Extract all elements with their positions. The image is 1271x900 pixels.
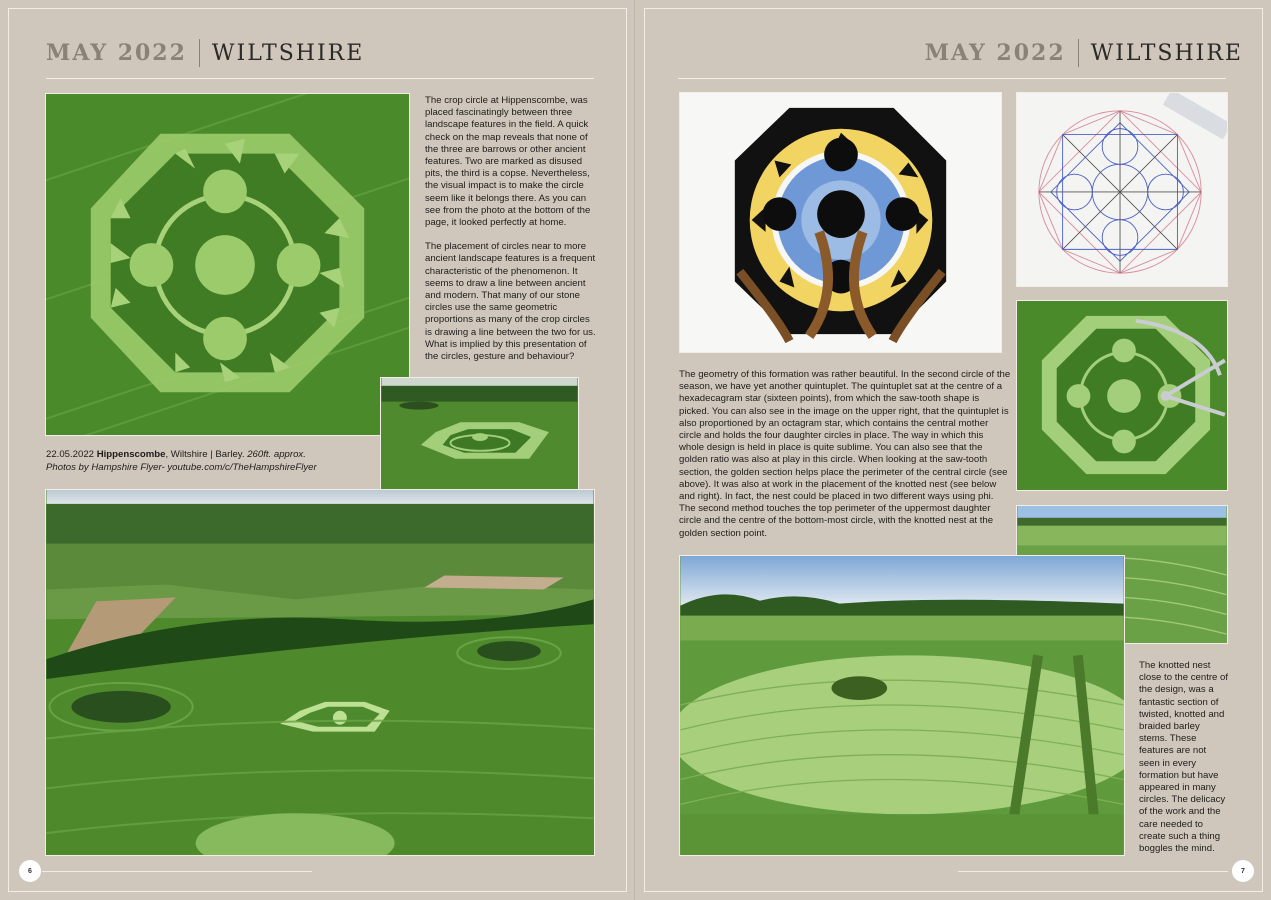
compass-overlay-photo bbox=[1016, 300, 1228, 491]
ground-level-illustration bbox=[680, 556, 1124, 855]
header-date: MAY 2022 bbox=[46, 40, 187, 66]
intro-paragraph-2: The placement of circles near to more ancient landscape features is a frequent characteristic of the phenomenon. It seems to draw a line between ancient and modern. That many of our stone circles use the same geometric proportions as many of the crop circles is drawing a line between the two for us. What is implied by this presentation of the circles, gesture and behaviour? bbox=[425, 241, 596, 363]
intro-paragraph-1: The crop circle at Hippenscombe, was placed fascinatingly between three landscape features in the field. A quick check on the map reveals that none of the three are barrows or other ancient features. Two are marked as disused pits, the third is a copse. Nevertheless, the visual impact is to make the circle seem like it belongs there. As you can see from the photo at the bottom of the page, it looked perfectly at home. bbox=[425, 95, 591, 229]
landscape-illustration bbox=[46, 490, 594, 855]
header-divider bbox=[199, 39, 200, 67]
left-page bbox=[0, 0, 635, 900]
photo-caption bbox=[46, 448, 376, 474]
caption-location: , Wiltshire | Barley. bbox=[165, 449, 245, 460]
landscape-aerial-photo bbox=[45, 489, 595, 856]
compass-overlay-illustration bbox=[1017, 301, 1227, 490]
formation-aerial-photo bbox=[45, 93, 410, 436]
formation-oblique-photo bbox=[380, 377, 579, 502]
right-header bbox=[925, 36, 1243, 70]
caption-place: Hippenscombe bbox=[96, 449, 166, 460]
right-page bbox=[636, 0, 1271, 900]
left-header bbox=[46, 36, 364, 70]
nest-paragraph: The knotted nest close to the centre of the design, was a fantastic section of twisted, knotted and braided barley stems. These features are not seen in every formation but have appeared in many circles. The delicacy of the work and the care needed to create such a thing boggles the mind. bbox=[1139, 660, 1229, 855]
intro-text bbox=[425, 95, 597, 375]
header-county: WILTSHIRE bbox=[1090, 40, 1243, 66]
nest-text bbox=[1139, 660, 1229, 867]
page-number: 7 bbox=[1241, 867, 1245, 875]
geometry-drawing-illustration bbox=[1017, 93, 1227, 286]
caption-date: 22.05.2022 bbox=[46, 449, 95, 460]
page-number: 6 bbox=[28, 867, 32, 875]
header-date: MAY 2022 bbox=[924, 40, 1066, 66]
geometry-text bbox=[679, 369, 1011, 552]
folio-rule bbox=[42, 871, 312, 872]
ground-level-photo bbox=[679, 555, 1125, 856]
caption-size: 260ft. approx. bbox=[247, 449, 306, 460]
painting-photo bbox=[679, 92, 1002, 353]
geometry-drawing-photo bbox=[1016, 92, 1228, 287]
painting-illustration bbox=[680, 93, 1001, 352]
flower-folio-icon bbox=[19, 860, 41, 882]
caption-credit: Photos by Hampshire Flyer- youtube.com/c/TheHampshireFlyer bbox=[46, 462, 317, 473]
flower-folio-icon bbox=[1232, 860, 1254, 882]
header-rule bbox=[678, 78, 1226, 79]
header-rule bbox=[46, 78, 594, 79]
folio-rule bbox=[958, 871, 1228, 872]
oblique-field-illustration bbox=[381, 378, 578, 501]
header-county: WILTSHIRE bbox=[211, 40, 365, 66]
formation-aerial-illustration bbox=[46, 94, 409, 435]
header-divider bbox=[1078, 39, 1079, 67]
geometry-paragraph: The geometry of this formation was rather beautiful. In the second circle of the season, we have yet another quintuplet. The quintuplet sat at the centre of a hexadecagram star (sixteen points), from which the saw-tooth shape is picked. You can also see in the image on the upper right, that the quintuplet is also proportioned by an octagram star, which contains the central mother circle and holds the four daughter circles in place. The way in which this whole design is held in place is quite sublime. You can also see that the golden ratio was also at play in this circle. When looking at the saw-tooth section, the golden section helps place the perimeter of the central circle (see above). It was also at work in the placement of the knotted nest (see below and right). In fact, the nest could be placed in two different ways using phi. The second method touches the top perimeter of the uppermost daughter circle and the centre of the bottom-most circle, with the knotted nest at the golden section point. bbox=[679, 369, 1011, 539]
